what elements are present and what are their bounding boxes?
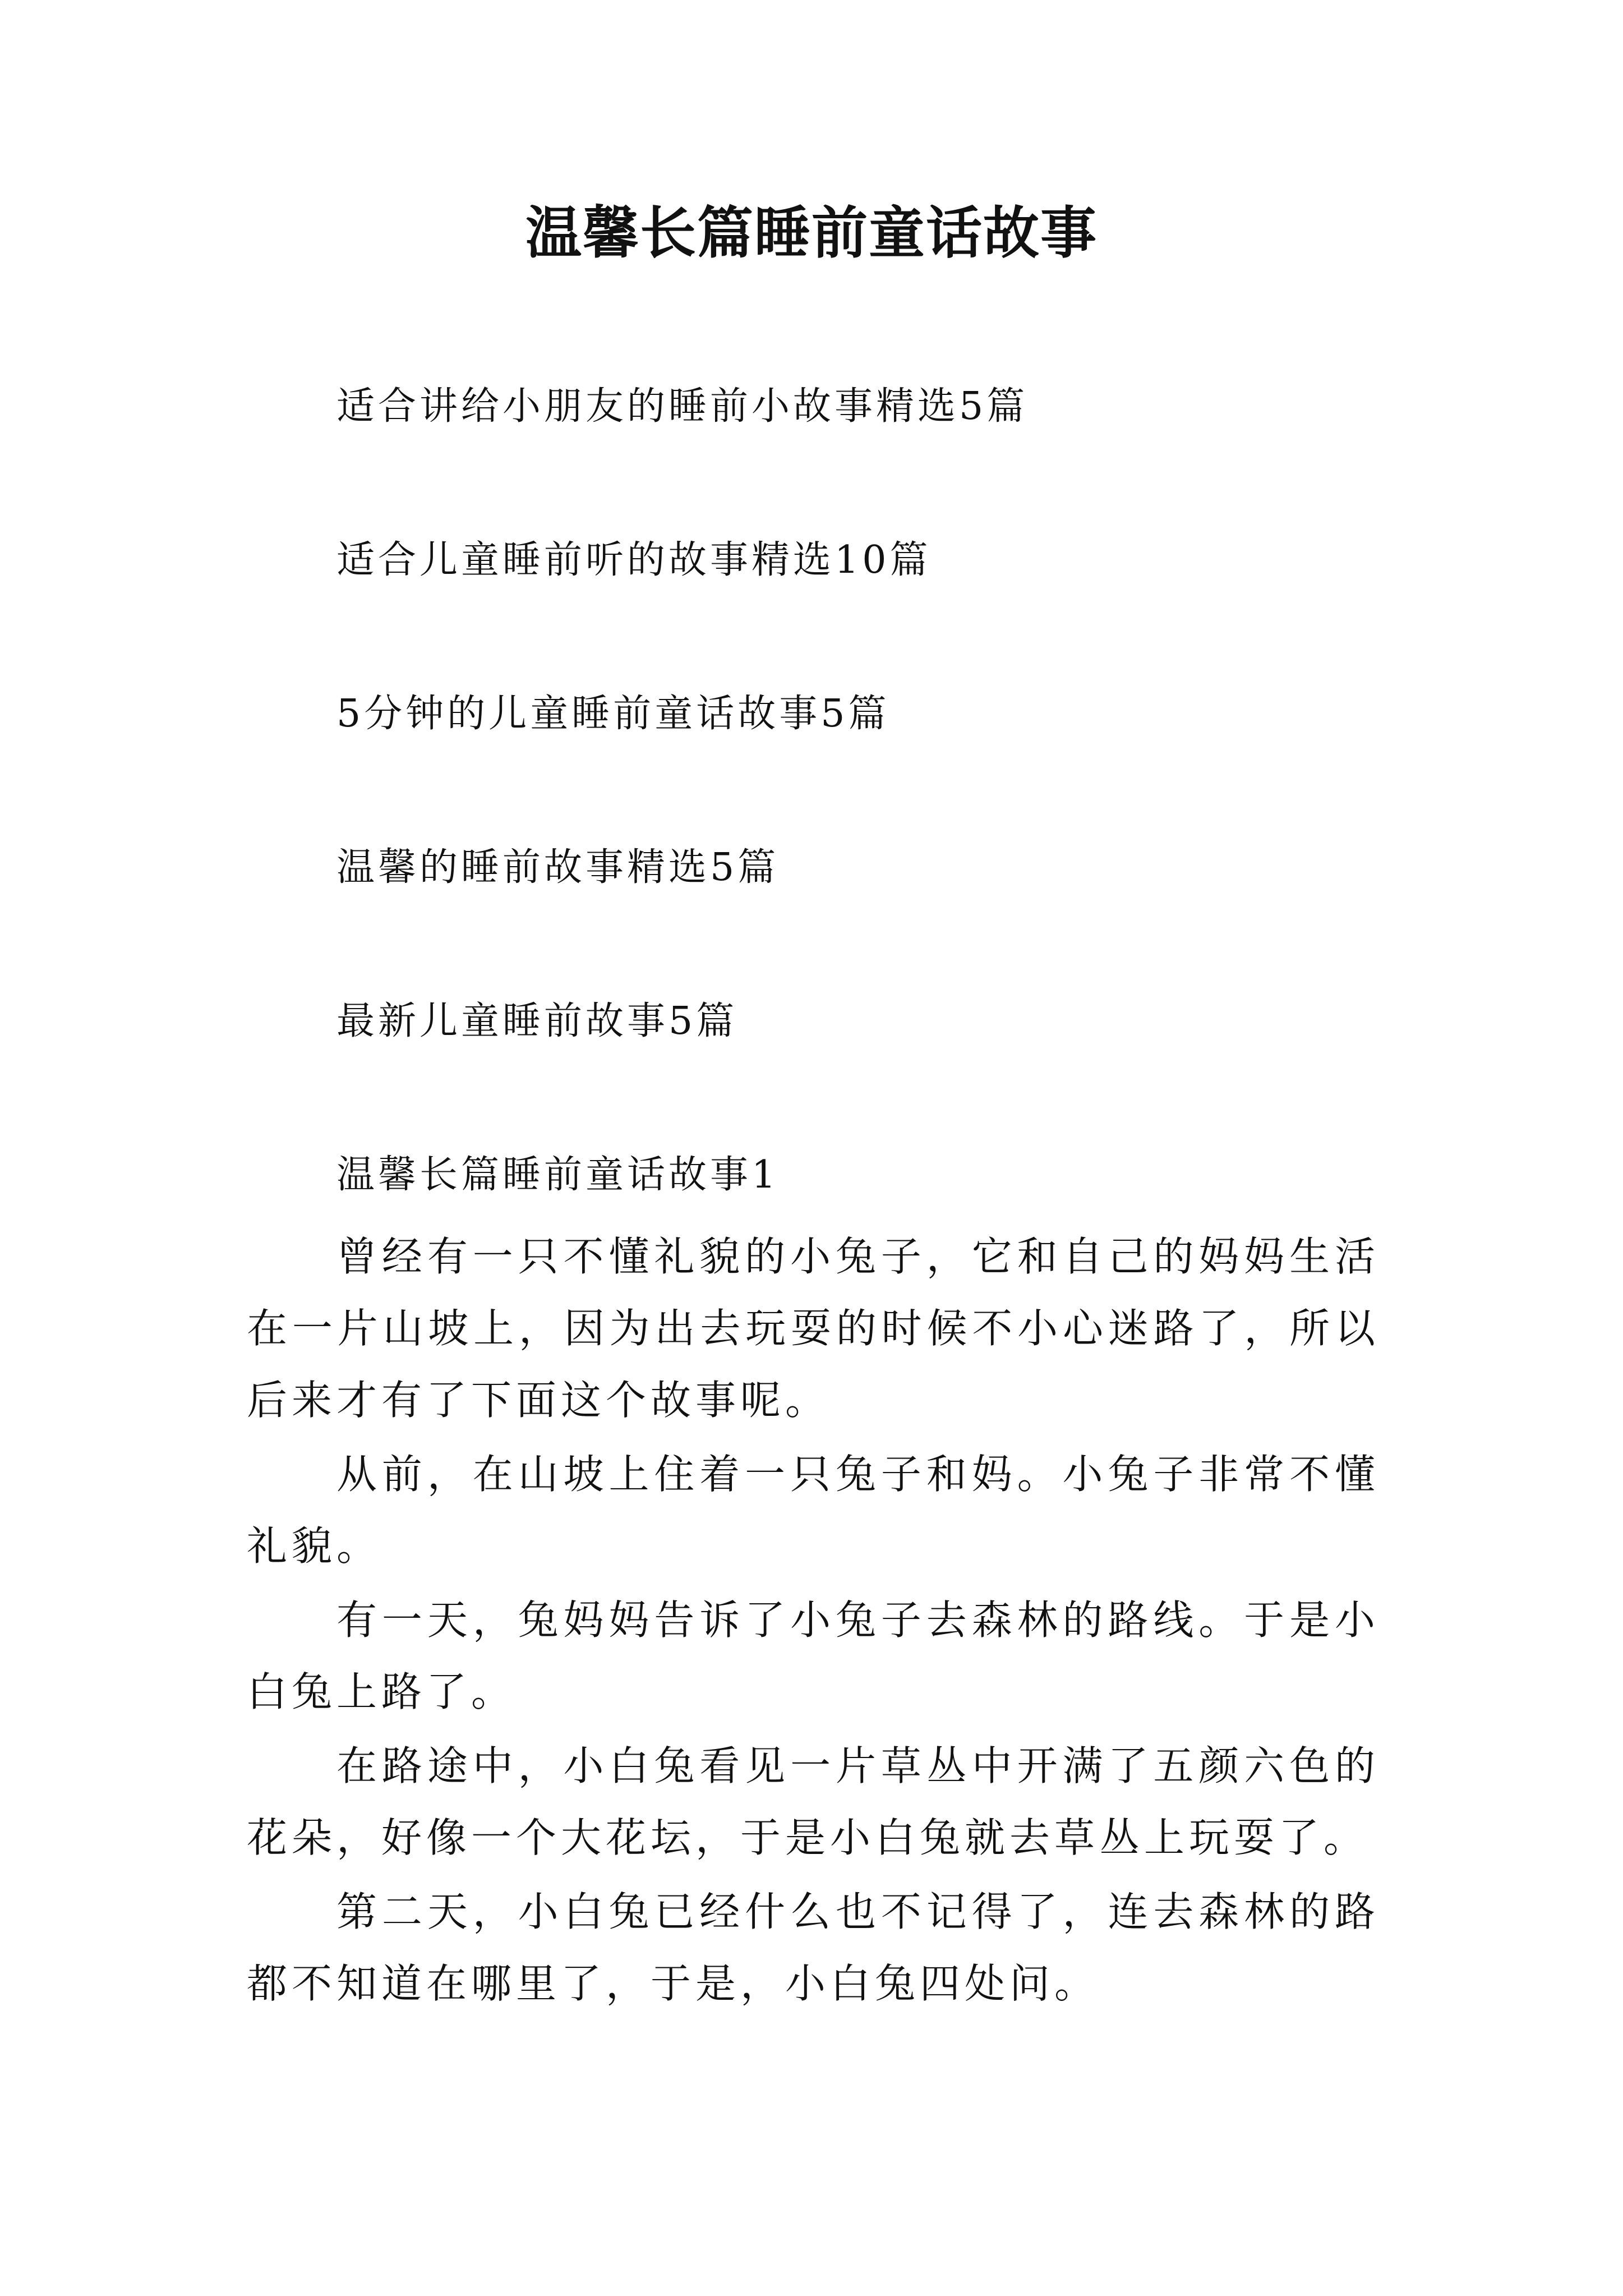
- story-paragraph: 有一天，兔妈妈告诉了小兔子去森林的路线。于是小白兔上路了。: [247, 1596, 1380, 1715]
- toc-item: 适合讲给小朋友的睡前小故事精选5篇: [336, 384, 1029, 429]
- toc-item: 温馨的睡前故事精选5篇: [336, 845, 780, 890]
- table-of-contents: [336, 381, 1028, 1150]
- story-title: 温馨长篇睡前童话故事1: [336, 1153, 780, 1197]
- document-title: 温馨长篇睡前童话故事: [525, 200, 1098, 266]
- toc-item: 5分钟的儿童睡前童话故事5篇: [336, 692, 890, 736]
- story-body: [247, 1150, 1380, 2022]
- story-paragraph: 从前，在山坡上住着一只兔子和妈。小兔子非常不懂礼貌。: [247, 1451, 1380, 1570]
- toc-item: 最新儿童睡前故事5篇: [336, 999, 738, 1043]
- story-paragraph: 曾经有一只不懂礼貌的小兔子，它和自己的妈妈生活在一片山坡上，因为出去玩耍的时候不小心迷路了，所以后来才有了下面这个故事呢。: [247, 1233, 1380, 1424]
- story-paragraph: 在路途中，小白兔看见一片草丛中开满了五颜六色的花朵，好像一个大花坛，于是小白兔就去草丛上玩耍了。: [247, 1742, 1380, 1861]
- toc-item: 适合儿童睡前听的故事精选10篇: [336, 538, 932, 582]
- story-paragraph: 第二天，小白兔已经什么也不记得了，连去森林的路都不知道在哪里了，于是，小白兔四处问。: [247, 1888, 1380, 2007]
